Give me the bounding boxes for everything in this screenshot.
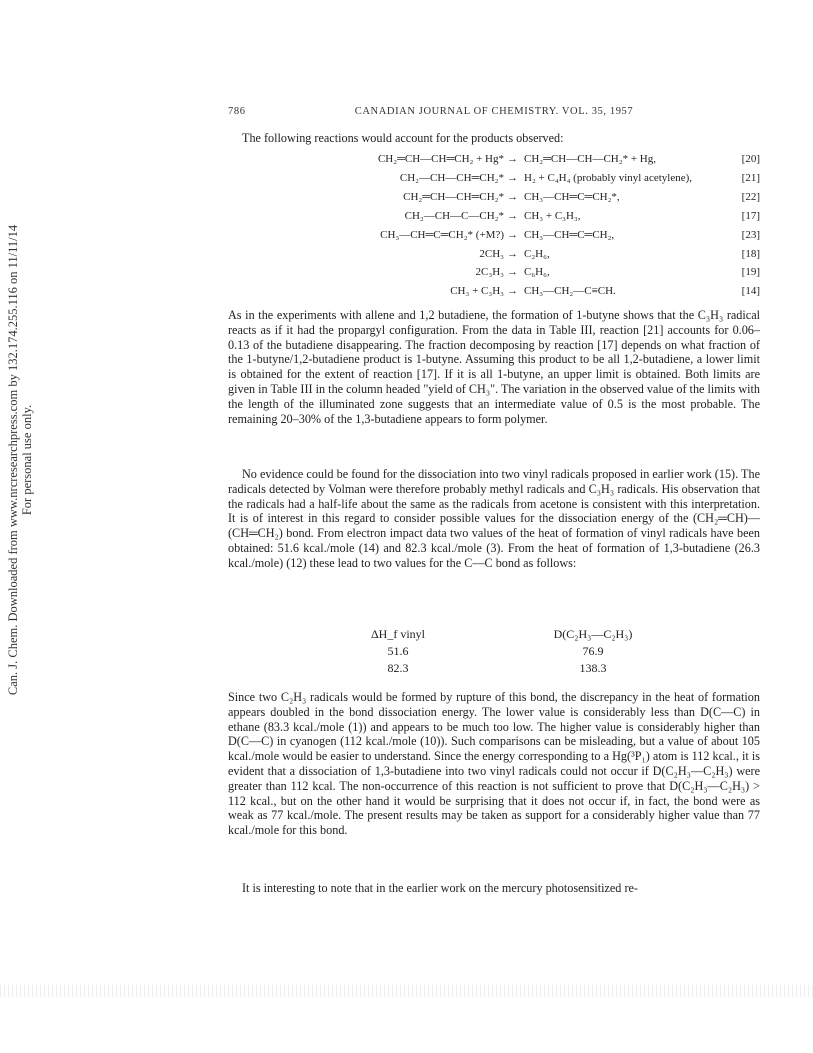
paragraph-4 xyxy=(228,881,760,896)
reaction-lhs: CH₂—CH—C—CH₂* xyxy=(404,210,504,222)
reaction-lhs: 2CH₃ xyxy=(479,248,504,260)
reaction-number: [22] xyxy=(741,191,760,203)
reaction-18 xyxy=(228,248,760,264)
reaction-arrow: → xyxy=(507,191,518,203)
watermark-line-1: Can. J. Chem. Downloaded from www.nrcresearchpress.com by 132.174.255.116 on 11/11/14 xyxy=(6,224,20,696)
reaction-arrow: → xyxy=(507,172,518,184)
reaction-arrow: → xyxy=(507,153,518,165)
reaction-number: [18] xyxy=(741,248,760,260)
reaction-lhs: CH₂═CH—CH═CH₂* xyxy=(403,191,504,203)
table-cell: 51.6 xyxy=(387,644,409,658)
paragraph-1 xyxy=(228,308,760,426)
table-row xyxy=(228,661,760,677)
paragraph-2-text: No evidence could be found for the dissociation into two vinyl radicals proposed in earlier work (15). The radicals detected by Volman were therefore probably methyl radicals and C₃H₃ radicals. His observation that the radicals had a half-life about the same as the radicals from acetone is consistent with this interpretation. It is of interest in this regard to consider possible values for the dissociation energy of the (CH₂═CH)—(CH═CH₂) bond. From electron impact data two values of the heat of formation of vinyl radicals have been obtained: 51.6 kcal./mole (14) and 82.3 kcal./mole (3). From the heat of formation of 1,3-butadiene (26.3 kcal./mole) (12) these lead to two values for the C—C bond as follows: xyxy=(228,467,760,570)
reaction-rhs: CH₃—CH═C═CH₂*, xyxy=(524,191,620,203)
journal-title: CANADIAN JOURNAL OF CHEMISTRY. VOL. 35, 1957 xyxy=(354,106,634,117)
table-cell: 76.9 xyxy=(582,644,604,658)
reaction-number: [23] xyxy=(741,229,760,241)
watermark-text xyxy=(6,225,34,695)
reaction-rhs: CH₂═CH—CH—CH₂* + Hg, xyxy=(524,153,656,165)
reaction-rhs: C₂H₆, xyxy=(524,248,550,260)
paragraph-1-text: As in the experiments with allene and 1,2 butadiene, the formation of 1-butyne shows that the C₃H₃ radical reacts as if it had the propargyl configuration. From the data in Table III, reaction [21] accounts for 0.06–0.13 of the butadiene disappearing. The fraction decomposing by reaction [17] depends on what fraction of the 1-butyne/1,2-butadiene product is 1-butyne. Assuming this product to be all 1,2-butadiene, a lower limit is obtained for the extent of reaction [17]. If it is all 1-butyne, an upper limit is obtained. Both limits are given in Table III in the column headed "yield of CH₃". The variation in the observed value of the limits with the length of the illuminated zone suggests that an intermediate value of 0.5 is the most probable. The remaining 20–30% of the 1,3-butadiene appears to form polymer. xyxy=(228,308,760,426)
paragraph-3-text: Since two C₂H₃ radicals would be formed by rupture of this bond, the discrepancy in the heat of formation appears doubled in the bond dissociation energy. The lower value is considerably less than D(C—C) in ethane (83.3 kcal./mole (1)) and appears to be much too low. The higher value is considerably higher than D(C—C) in cyanogen (112 kcal./mole (10)). Such comparisons can be misleading, but a value of about 105 kcal./mole would be easier to understand. Since the energy corresponding to a Hg(³P₁) atom is 112 kcal., it is evident that a dissociation of 1,3-butadiene into two vinyl radicals could not occur if D(C₂H₃—C₂H₃) were greater than 112 kcal. The non-occurrence of this reaction is not sufficient to prove that D(C₂H₃—C₂H₃) > 112 kcal., but on the other hand it would be surprising that it does not occur if, in fact, the bond were as weak as 77 kcal./mole. The present results may be taken as support for a considerably higher value than 77 kcal./mole for this bond. xyxy=(228,690,760,838)
reaction-number: [17] xyxy=(741,210,760,222)
paragraph-3 xyxy=(228,690,760,838)
reaction-17 xyxy=(228,210,760,226)
reaction-22 xyxy=(228,191,760,207)
reaction-lhs: CH₂—CH—CH═CH₂* xyxy=(399,172,504,184)
reaction-arrow: → xyxy=(507,248,518,260)
reaction-rhs: C₆H₆, xyxy=(524,266,550,278)
reaction-arrow: → xyxy=(507,210,518,222)
table-row xyxy=(228,644,760,660)
reaction-number: [21] xyxy=(741,172,760,184)
paragraph-4-text: It is interesting to note that in the earlier work on the mercury photosensitized re- xyxy=(242,881,638,895)
reaction-number: [14] xyxy=(741,285,760,297)
watermark-line-2: For personal use only. xyxy=(20,404,34,516)
download-watermark xyxy=(0,0,40,1053)
table-header-bond: D(C₂H₃—C₂H₃) xyxy=(553,627,633,641)
reaction-rhs: H₂ + C₄H₄ (probably vinyl acetylene), xyxy=(524,172,692,184)
reaction-rhs: CH₃ + C₃H₃, xyxy=(524,210,581,222)
reaction-21 xyxy=(228,172,760,188)
reaction-lhs: CH₂═CH—CH═CH₂ + Hg* xyxy=(377,153,504,165)
paragraph-2 xyxy=(228,467,760,571)
reaction-14 xyxy=(228,285,760,301)
reaction-arrow: → xyxy=(507,285,518,297)
reaction-23 xyxy=(228,229,760,245)
reaction-lhs: CH₃ + C₃H₃ xyxy=(450,285,504,297)
reaction-arrow: → xyxy=(507,229,518,241)
intro-paragraph xyxy=(228,131,760,146)
reaction-number: [19] xyxy=(741,266,760,278)
intro-text: The following reactions would account for the products observed: xyxy=(242,131,564,145)
reaction-rhs: CH₃—CH═C═CH₂, xyxy=(524,229,615,241)
table-header-row xyxy=(228,627,760,643)
reaction-lhs: CH₃—CH═C═CH₂* (+M?) xyxy=(380,229,504,241)
reaction-arrow: → xyxy=(507,266,518,278)
scan-noise-band xyxy=(0,985,813,997)
reaction-19 xyxy=(228,266,760,282)
reaction-number: [20] xyxy=(741,153,760,165)
reaction-lhs: 2C₃H₃ xyxy=(475,266,504,278)
reaction-rhs: CH₃—CH₂—C≡CH. xyxy=(524,285,616,297)
page-number: 786 xyxy=(228,106,246,117)
table-cell: 82.3 xyxy=(387,661,409,675)
table-cell: 138.3 xyxy=(579,661,607,675)
reaction-20 xyxy=(228,153,760,169)
table-header-vinyl: ΔH_f vinyl xyxy=(370,627,426,641)
